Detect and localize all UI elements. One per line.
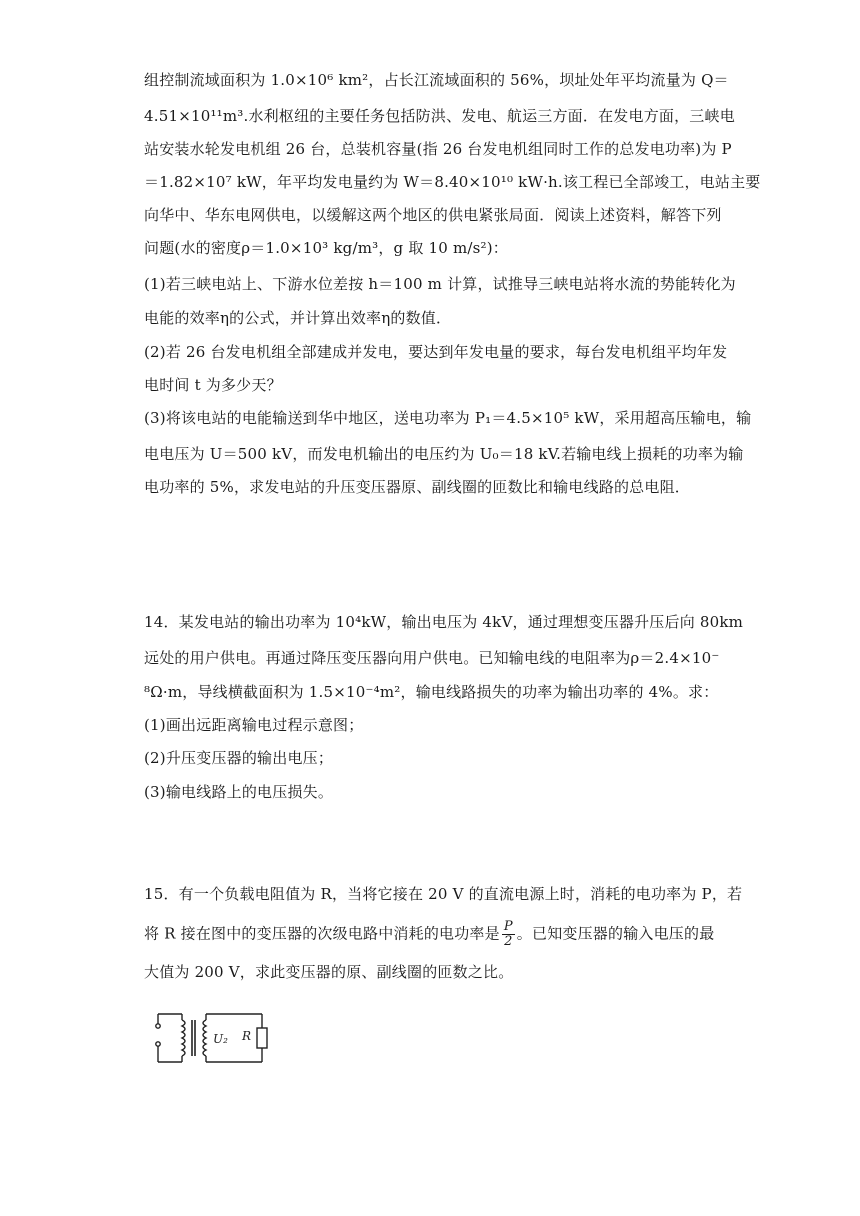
p15-line-2-post: 。已知变压器的输入电压的最 — [516, 924, 715, 943]
p14-line-2: 远处的用户供电。再通过降压变压器向用户供电。已知输电线的电阻率为ρ＝2.4×10⁻ — [144, 649, 720, 667]
p13-line-6: 问题(水的密度ρ＝1.0×10³ kg/m³，g 取 10 m/s²)： — [144, 239, 508, 257]
fraction-denominator: 2 — [504, 934, 513, 949]
p15-line-1: 15．有一个负载电阻值为 R，当将它接在 20 V 的直流电源上时，消耗的电功率为 P，若 — [144, 885, 743, 903]
p15-line-2 — [144, 920, 714, 949]
p14-line-1: 14．某发电站的输出功率为 10⁴kW，输出电压为 4kV，通过理想变压器升压后向 80km — [144, 613, 744, 631]
p14-question-3: (3)输电线路上的电压损失。 — [144, 783, 334, 801]
p15-line-3: 大值为 200 V，求此变压器的原、副线圈的匝数之比。 — [144, 963, 514, 981]
p13-question-2a: (2)若 26 台发电机组全部建成并发电，要达到年发电量的要求，每台发电机组平均年发 — [144, 343, 728, 361]
r-label: R — [242, 1029, 252, 1043]
p14-question-1: (1)画出远距离输电过程示意图； — [144, 716, 364, 734]
p13-question-2b: 电时间 t 为多少天？ — [144, 376, 282, 394]
fraction-p-over-2 — [502, 920, 515, 949]
u2-label: U₂ — [213, 1032, 228, 1046]
fraction-numerator: P — [503, 919, 513, 934]
p13-question-3b: 电电压为 U＝500 kV，而发电机输出的电压约为 U₀＝18 kV.若输电线上损耗的功率为输 — [144, 445, 744, 463]
p14-question-2: (2)升压变压器的输出电压； — [144, 749, 334, 767]
p13-question-3c: 电功率的 5%，求发电站的升压变压器原、副线圈的匝数比和输电线路的总电阻． — [144, 478, 690, 496]
p13-line-1: 组控制流域面积为 1.0×10⁶ km²，占长江流域面积的 56%，坝址处年平均流量为 Q＝ — [144, 71, 729, 89]
p13-line-4: ＝1.82×10⁷ kW，年平均发电量约为 W＝8.40×10¹⁰ kW·h.该工程已全部竣工，电站主要 — [144, 173, 761, 191]
p13-question-1a: (1)若三峡电站上、下游水位差按 h＝100 m 计算，试推导三峡电站将水流的势能转化为 — [144, 275, 736, 293]
p15-line-2-pre: 将 R 接在图中的变压器的次级电路中消耗的电功率是 — [144, 924, 500, 943]
p13-line-2: 4.51×10¹¹m³.水利枢纽的主要任务包括防洪、发电、航运三方面．在发电方面，三峡电 — [144, 107, 735, 125]
p13-question-1b: 电能的效率η的公式，并计算出效率η的数值． — [144, 309, 452, 327]
p13-line-3: 站安装水轮发电机组 26 台，总装机容量(指 26 台发电机组同时工作的总发电功率)为 P — [144, 140, 732, 158]
p14-line-3: ⁸Ω·m，导线横截面积为 1.5×10⁻⁴m²，输电线路损失的功率为输出功率的 4%。求： — [144, 683, 719, 701]
p13-line-5: 向华中、华东电网供电，以缓解这两个地区的供电紧张局面．阅读上述资料，解答下列 — [144, 206, 722, 224]
p13-question-3a: (3)将该电站的电能输送到华中地区，送电功率为 P₁＝4.5×10⁵ kW，采用超高压输电，输 — [144, 409, 752, 427]
transformer-circuit-figure — [150, 1002, 275, 1072]
